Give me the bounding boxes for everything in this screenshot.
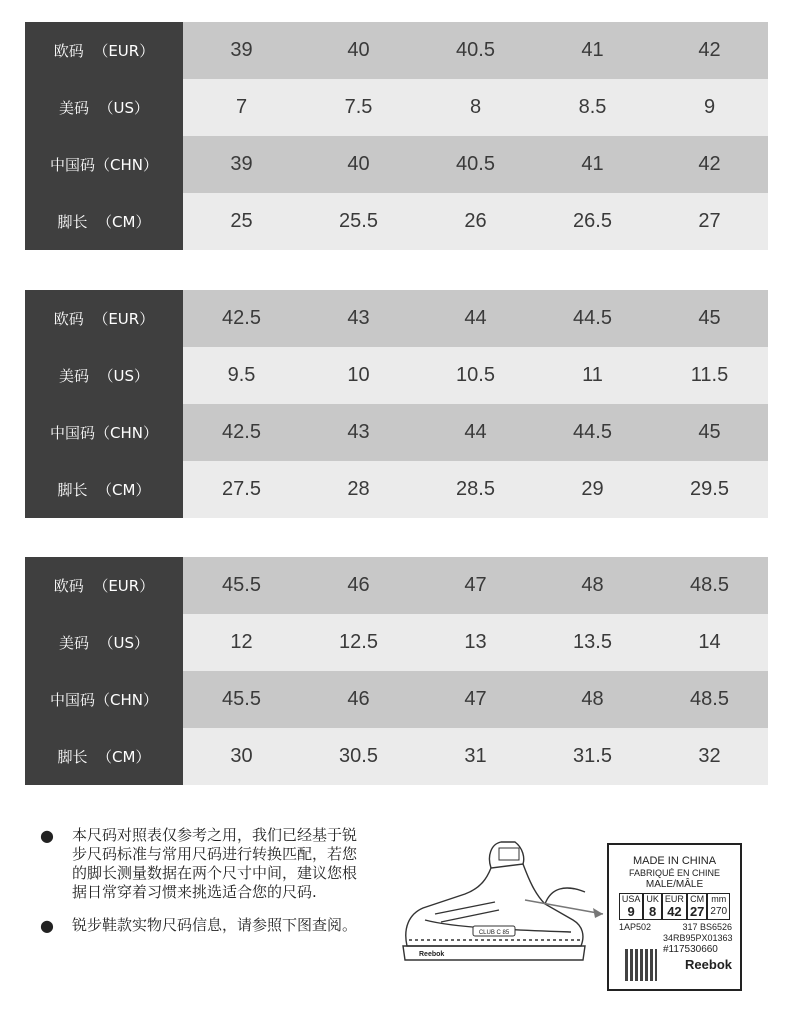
table-cell: 44.5 bbox=[573, 421, 612, 443]
row-label: 中国码（CHN） bbox=[25, 404, 183, 461]
shoe-tongue-text: CLUB C 85 bbox=[478, 930, 510, 936]
label-origin: MADE IN CHINA bbox=[632, 855, 717, 867]
table-cell: 43 bbox=[347, 307, 370, 329]
label-size-col: EUR 42 bbox=[662, 893, 687, 920]
bullet-icon: ● bbox=[40, 916, 54, 935]
row-label: 欧码 （EUR） bbox=[25, 290, 183, 347]
table-cell: 13 bbox=[464, 631, 487, 653]
table-cell: 45.5 bbox=[222, 688, 261, 710]
table-row bbox=[25, 557, 768, 614]
table-cell: 30.5 bbox=[339, 745, 378, 767]
table-cell: 44.5 bbox=[573, 307, 612, 329]
table-cell: 45 bbox=[698, 421, 721, 443]
table-cell: 27.5 bbox=[222, 478, 261, 500]
bullet-icon: ● bbox=[40, 826, 54, 845]
table-cell: 29.5 bbox=[690, 478, 729, 500]
row-label: 美码 （US） bbox=[25, 614, 183, 671]
table-cell: 11.5 bbox=[690, 364, 729, 386]
table-row bbox=[25, 614, 768, 671]
label-origin-fr: FABRIQUÉ EN CHINE bbox=[628, 868, 720, 878]
table-row bbox=[25, 728, 768, 785]
table-cell: 28.5 bbox=[456, 478, 495, 500]
table-cell: 11 bbox=[582, 364, 603, 386]
label-size-col: CM 27 bbox=[687, 893, 707, 920]
row-label: 脚长 （CM） bbox=[25, 728, 183, 785]
table-cell: 31.5 bbox=[573, 745, 612, 767]
shoe-label-illustration bbox=[395, 828, 775, 978]
row-label: 中国码（CHN） bbox=[25, 136, 183, 193]
table-cell: 27 bbox=[698, 210, 721, 232]
table-cell: 47 bbox=[464, 688, 487, 710]
size-table-3 bbox=[25, 557, 768, 785]
row-label: 欧码 （EUR） bbox=[25, 557, 183, 614]
table-cell: 40 bbox=[347, 153, 370, 175]
note-item bbox=[40, 916, 370, 935]
table-cell: 48.5 bbox=[690, 688, 729, 710]
label-code: 34RB95PX01363 bbox=[663, 933, 733, 943]
row-label: 脚长 （CM） bbox=[25, 461, 183, 518]
table-cell: 14 bbox=[698, 631, 721, 653]
label-size-col: UK 8 bbox=[643, 893, 662, 920]
table-cell: 46 bbox=[347, 574, 370, 596]
table-cell: 10.5 bbox=[456, 364, 495, 386]
row-label: 美码 （US） bbox=[25, 347, 183, 404]
table-row bbox=[25, 404, 768, 461]
note-item bbox=[40, 826, 370, 902]
table-cell: 26.5 bbox=[573, 210, 612, 232]
table-cell: 45.5 bbox=[222, 574, 261, 596]
table-cell: 12.5 bbox=[339, 631, 378, 653]
row-label: 美码 （US） bbox=[25, 79, 183, 136]
table-cell: 48 bbox=[581, 688, 604, 710]
row-label: 欧码 （EUR） bbox=[25, 22, 183, 79]
table-cell: 39 bbox=[230, 39, 253, 61]
label-size-grid bbox=[609, 893, 740, 920]
size-notes bbox=[40, 826, 370, 949]
table-cell: 32 bbox=[698, 745, 721, 767]
size-table-1 bbox=[25, 22, 768, 250]
table-cell: 44 bbox=[464, 307, 487, 329]
label-size-col: mm 270 bbox=[707, 893, 730, 920]
table-cell: 42 bbox=[698, 39, 721, 61]
label-code: #117530660 bbox=[663, 944, 718, 955]
table-cell: 48 bbox=[581, 574, 604, 596]
table-cell: 40 bbox=[347, 39, 370, 61]
table-cell: 10 bbox=[347, 364, 370, 386]
table-cell: 31 bbox=[464, 745, 487, 767]
table-cell: 41 bbox=[581, 153, 604, 175]
table-row bbox=[25, 290, 768, 347]
row-label: 中国码（CHN） bbox=[25, 671, 183, 728]
table-cell: 29 bbox=[581, 478, 604, 500]
table-cell: 9.5 bbox=[227, 364, 256, 386]
table-cell: 26 bbox=[464, 210, 487, 232]
table-row bbox=[25, 347, 768, 404]
table-cell: 43 bbox=[347, 421, 370, 443]
table-row bbox=[25, 79, 768, 136]
table-cell: 8 bbox=[469, 96, 482, 118]
table-cell: 42.5 bbox=[222, 307, 261, 329]
label-code: 1AP502 bbox=[619, 922, 652, 932]
table-cell: 48.5 bbox=[690, 574, 729, 596]
label-gender: MALE/MÂLE bbox=[645, 879, 704, 890]
table-cell: 46 bbox=[347, 688, 370, 710]
table-cell: 7 bbox=[235, 96, 248, 118]
row-label: 脚长 （CM） bbox=[25, 193, 183, 250]
table-row bbox=[25, 136, 768, 193]
table-cell: 25 bbox=[230, 210, 253, 232]
table-cell: 41 bbox=[581, 39, 604, 61]
table-row bbox=[25, 671, 768, 728]
table-cell: 40.5 bbox=[456, 39, 495, 61]
shoe-sketch-icon bbox=[395, 828, 607, 978]
table-cell: 45 bbox=[698, 307, 721, 329]
table-cell: 42.5 bbox=[222, 421, 261, 443]
qr-code-icon bbox=[625, 949, 657, 981]
table-cell: 47 bbox=[464, 574, 487, 596]
table-cell: 39 bbox=[230, 153, 253, 175]
table-cell: 9 bbox=[703, 96, 716, 118]
shoe-brand-mark: Reebok bbox=[419, 951, 445, 958]
table-row bbox=[25, 193, 768, 250]
label-brand: Reebok bbox=[685, 957, 732, 972]
size-label-tag bbox=[607, 843, 742, 991]
table-cell: 30 bbox=[230, 745, 253, 767]
table-row bbox=[25, 461, 768, 518]
table-cell: 12 bbox=[230, 631, 253, 653]
table-cell: 28 bbox=[347, 478, 370, 500]
note-text: 本尺码对照表仅参考之用，我们已经基于锐步尺码标准与常用尺码进行转换匹配，若您的脚长测量数据在两个尺寸中间，建议您根据日常穿着习惯来挑选适合您的尺码. bbox=[72, 826, 358, 901]
table-cell: 44 bbox=[464, 421, 487, 443]
label-code: 317 BS6526 bbox=[682, 922, 732, 932]
table-cell: 42 bbox=[698, 153, 721, 175]
table-cell: 40.5 bbox=[456, 153, 495, 175]
table-cell: 7.5 bbox=[344, 96, 373, 118]
table-cell: 25.5 bbox=[339, 210, 378, 232]
size-table-2 bbox=[25, 290, 768, 518]
table-cell: 13.5 bbox=[573, 631, 612, 653]
label-size-col: USA 9 bbox=[619, 893, 644, 920]
table-cell: 8.5 bbox=[578, 96, 607, 118]
note-text: 锐步鞋款实物尺码信息，请参照下图查阅。 bbox=[72, 916, 358, 934]
table-row bbox=[25, 22, 768, 79]
